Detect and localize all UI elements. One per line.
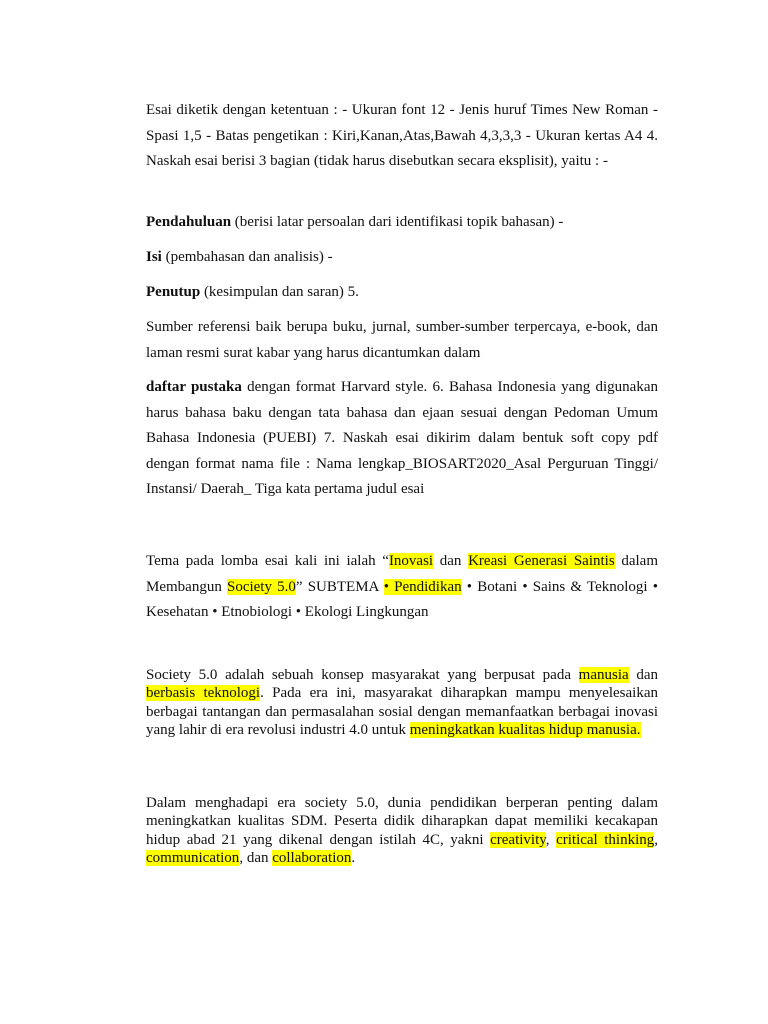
- bold-term: Isi: [146, 249, 162, 265]
- text-run: dan: [628, 667, 658, 683]
- text-run: dan: [433, 553, 469, 569]
- text-run: , dan: [239, 849, 273, 866]
- paragraph-isi: [146, 245, 658, 271]
- highlighted-text: creativity: [490, 831, 546, 848]
- text-run: • Botani • Sains & Teknologi • Kesehatan • Etnobiologi • Ekologi Lingkungan: [146, 578, 658, 620]
- paragraph-penutup: [146, 280, 658, 306]
- bold-term: Pendahuluan: [146, 214, 232, 230]
- text-run: ” SUBTEMA: [295, 578, 384, 595]
- paragraph-text: Esai diketik dengan ketentuan : ‑ Ukuran font 12 ‑ Jenis huruf Times New Roman ‑ Spasi 1,5 ‑ Batas pengetikan : Kiri,Kanan,Atas,Bawah 4,3,3,3 ‑ Ukuran kertas A4 4. Naskah esai berisi 3 bagian (tidak harus disebutkan secara eksplisit), yaitu : ‑: [146, 102, 658, 169]
- highlighted-text: collaboration: [272, 849, 352, 866]
- text-run: .: [351, 849, 356, 866]
- paragraph-pendidikan: [146, 794, 658, 867]
- bold-term: Penutup: [146, 284, 201, 300]
- bold-term: daftar pustaka: [146, 379, 242, 395]
- paragraph-text: (berisi latar persoalan dari identifikasi topik bahasan) ‑: [231, 214, 564, 230]
- highlighted-text: berbasis teknologi: [146, 685, 261, 702]
- text-run: . Pada era ini, masyarakat diharapkan mampu menyelesaikan berbagai tantangan dan permasalahan sosial dengan memanfaatkan berbagai inovasi yang lahir di era revolusi industri 4.0 untuk: [146, 685, 658, 738]
- highlighted-text: critical thinking: [556, 831, 655, 848]
- text-run: ,: [545, 831, 557, 848]
- paragraph-society: [146, 666, 658, 739]
- paragraph-text: (kesimpulan dan saran) 5.: [200, 284, 359, 300]
- paragraph-sumber-referensi: [146, 315, 658, 366]
- highlighted-text: manusia: [578, 667, 629, 683]
- paragraph-text: dengan format Harvard style. 6. Bahasa Indonesia yang digunakan harus bahasa baku dengan tata bahasa dan ejaan sesuai dengan Pedoman Umum Bahasa Indonesia (PUEBI) 7. Naskah esai dikirim dalam bentuk soft copy pdf dengan format nama file : Nama lengkap_BIOSART2020_Asal Perguruan Tinggi/ Instansi/ Daerah_ Tiga kata pertama judul esai: [146, 379, 658, 497]
- paragraph-text: Sumber referensi baik berupa buku, jurnal, sumber-sumber terpercaya, e-book, dan laman resmi surat kabar yang harus dicantumkan dalam: [146, 319, 658, 361]
- highlighted-text: communication: [146, 849, 240, 866]
- text-run: Dalam menghadapi era society 5.0, dunia pendidikan berperan penting dalam meningkatkan kualitas SDM. Peserta didik diharapkan dapat memiliki kecakapan hidup abad 21 yang dikenal dengan istilah 4C, yakni: [146, 795, 658, 848]
- paragraph-requirements: [146, 98, 658, 175]
- paragraph-tema: [146, 549, 658, 626]
- highlighted-text: • Pendidikan: [383, 578, 462, 595]
- highlighted-text: Kreasi Generasi Saintis: [468, 553, 615, 569]
- paragraph-text: (pembahasan dan analisis) ‑: [161, 249, 333, 265]
- text-run: ,: [654, 831, 658, 848]
- highlighted-text: meningkatkan kualitas hidup manusia.: [409, 721, 641, 738]
- highlighted-text: Inovasi: [388, 553, 434, 569]
- text-run: Tema pada lomba esai kali ini ialah “: [146, 553, 389, 569]
- paragraph-pendahuluan: [146, 210, 658, 236]
- text-run: dalam Membangun: [146, 553, 658, 595]
- paragraph-daftar-pustaka: [146, 375, 658, 503]
- highlighted-text: Society 5.0: [226, 578, 296, 595]
- text-run: Society 5.0 adalah sebuah konsep masyarakat yang berpusat pada: [146, 667, 579, 683]
